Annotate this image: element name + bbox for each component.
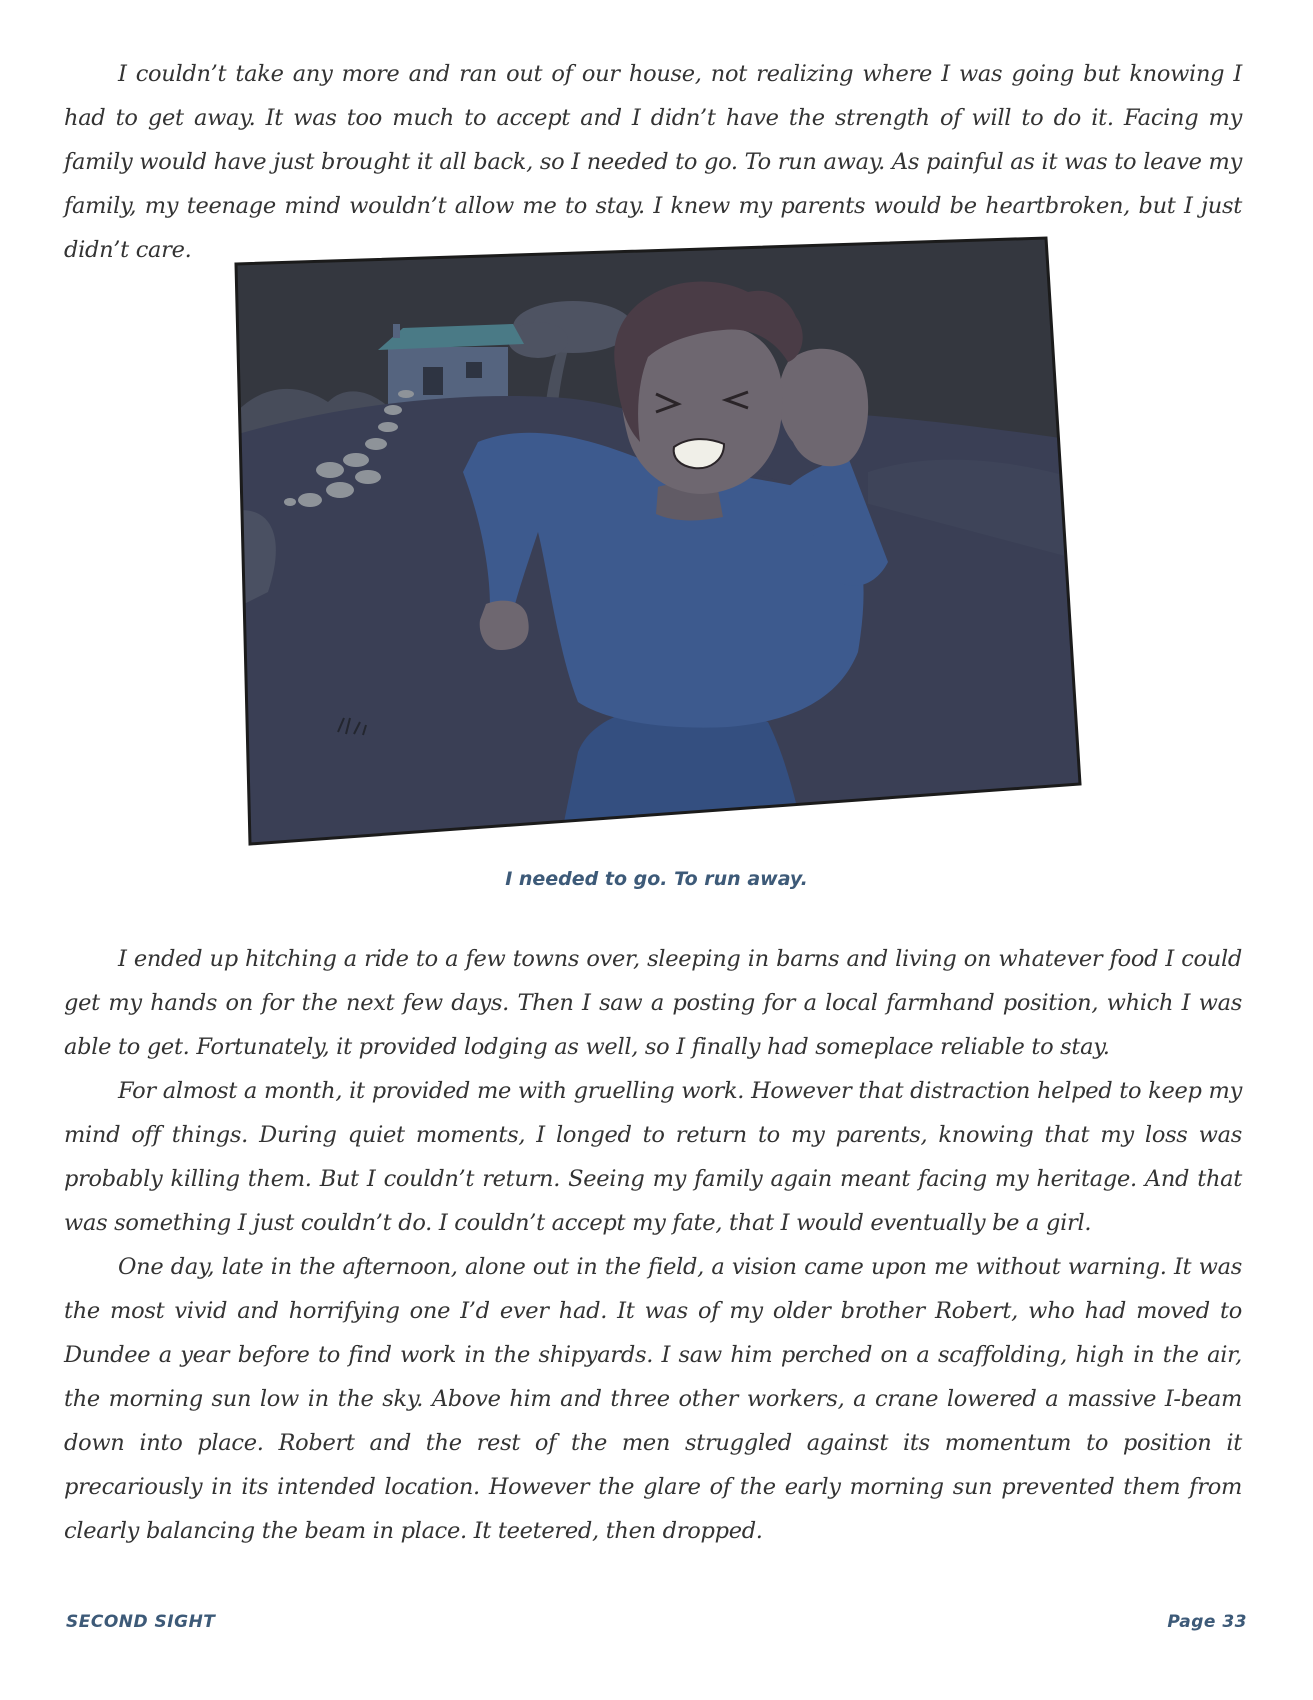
running-boy-illustration xyxy=(228,232,1088,852)
book-title-footer: SECOND SIGHT xyxy=(66,1612,216,1632)
boy-left-fist xyxy=(480,601,529,650)
paragraph: I couldn’t take any more and ran out of our house, not realizing where I was going but knowing I had to get away. It was too much to accept and I didn’t have the strength of will to do it. Facing my family would have just brought it all back, so I needed to go. To run away. As painful as it was to leave my family, my teenage mind wouldn’t allow me to stay. I knew my parents would be heartbroken, but I just didn’t care. xyxy=(64,61,1242,263)
paragraph: For almost a month, it provided me with gruelling work. However that distraction helped to keep my mind off things. During quiet moments, I longed to return to my parents, knowing that my loss was probably killing them. But I couldn’t return. Seeing my family again meant facing my heritage. And that was something I just couldn’t do. I couldn’t accept my fate, that I would eventually be a girl. xyxy=(64,1078,1242,1236)
illustration-caption: I needed to go. To run away. xyxy=(505,868,808,890)
page-number: Page 33 xyxy=(1167,1612,1247,1632)
bottom-text-block xyxy=(64,937,1242,1553)
paragraph: I ended up hitching a ride to a few towns over, sleeping in barns and living on whatever food I could get my hands on for the next few days. Then I saw a posting for a local farmhand position, which I was able to get. Fortunately, it provided lodging as well, so I finally had someplace reliable to stay. xyxy=(64,946,1242,1060)
paragraph: One day, late in the afternoon, alone out in the field, a vision came upon me without warning. It was the most vivid and horrifying one I’d ever had. It was of my older brother Robert, who had moved to Dundee a year before to find work in the shipyards. I saw him perched on a scaffolding, high in the air, the morning sun low in the sky. Above him and three other workers, a crane lowered a massive I-beam down into place. Robert and the rest of the men struggled against its momentum to position it precariously in its intended location. However the glare of the early morning sun prevented them from clearly balancing the beam in place. It teetered, then dropped. xyxy=(64,1254,1242,1544)
